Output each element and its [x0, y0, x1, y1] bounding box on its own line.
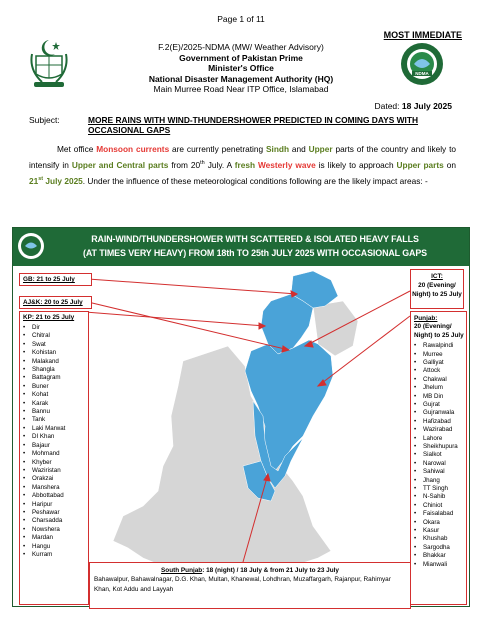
- list-item: • Mianwali: [414, 561, 466, 569]
- banner-line-2: (AT TIMES VERY HEAVY) FROM 18th TO 25th JULY 2025 WITH OCCASIONAL GAPS: [83, 247, 427, 258]
- south-punjab-dates: : 18 (night) / 18 July & from 21 July to 23 July: [202, 567, 339, 574]
- list-item: • Peshawar: [23, 509, 88, 517]
- list-item: • Sargodha: [414, 544, 466, 552]
- list-item: • Shangla: [23, 366, 88, 374]
- list-item: • Faisalabad: [414, 510, 466, 518]
- list-item: • Abbottabad: [23, 492, 88, 500]
- list-item: • Chitral: [23, 332, 88, 340]
- body-highlight: 21: [29, 175, 39, 186]
- list-item: • Khyber: [23, 459, 88, 467]
- list-item: • Laki Marwat: [23, 425, 88, 433]
- list-item: • Dir: [23, 324, 88, 332]
- ict-title: ICT:: [431, 273, 443, 280]
- body-superscript: th: [200, 160, 205, 167]
- map-banner-title: [50, 233, 460, 260]
- list-item: • Swat: [23, 341, 88, 349]
- body-highlight: Westerly wave: [258, 159, 316, 170]
- list-item: • Tank: [23, 416, 88, 424]
- body-text: . Under the influence of these meteorological conditions following are the likely impact areas: -: [82, 175, 428, 186]
- south-punjab-heading: [94, 566, 406, 575]
- list-item: • Kohat: [23, 391, 88, 399]
- body-text: is likely to approach: [315, 159, 397, 170]
- ndma-banner-logo-icon: [17, 232, 45, 260]
- office-name: Minister's Office: [208, 63, 274, 74]
- date-label: Dated:: [374, 101, 400, 111]
- body-text: and: [289, 144, 309, 154]
- authority-name: National Disaster Management Authority (HQ): [148, 73, 334, 84]
- list-item: • Lahore: [414, 435, 466, 443]
- list-item: • Rawalpindi: [414, 342, 466, 350]
- list-item: • Jhelum: [414, 384, 466, 392]
- list-item: • MB Din: [414, 393, 466, 401]
- list-item: • N-Sahib: [414, 493, 466, 501]
- ajk-label: AJ&K: 20 to 25 July: [23, 299, 83, 306]
- list-item: • Gujrat: [414, 401, 466, 409]
- list-item: • Chiniot: [414, 502, 466, 510]
- list-item: • Mohmand: [23, 450, 88, 458]
- list-item: • Galliyat: [414, 359, 466, 367]
- list-item: • Hafizabad: [414, 418, 466, 426]
- list-item: • Gujranwala: [414, 409, 466, 417]
- priority-label: MOST IMMEDIATE: [383, 30, 462, 40]
- list-item: • Attock: [414, 367, 466, 375]
- ict-detail: 20 (Evening/ Night) to 25 July: [412, 282, 462, 298]
- list-item: • Charsadda: [23, 517, 88, 525]
- body-text: from 20: [168, 159, 201, 170]
- list-item: • Battagram: [23, 374, 88, 382]
- south-punjab-title: South Punjab: [161, 567, 203, 574]
- list-item: • Orakzai: [23, 475, 88, 483]
- punjab-detail: 20 (Evening/ Night) to 25 July: [414, 323, 464, 339]
- body-text: parts of the country and likely to intensify in: [29, 144, 456, 170]
- list-item: • Kohistan: [23, 349, 88, 357]
- list-item: • Wazirabad: [414, 426, 466, 434]
- list-item: • Bannu: [23, 408, 88, 416]
- body-highlight: Upper: [308, 144, 333, 154]
- list-item: • Sahiwal: [414, 468, 466, 476]
- list-item: • Sialkot: [414, 451, 466, 459]
- subject-text: MORE RAINS WITH WIND-THUNDERSHOWER PREDICTED IN COMING DAYS WITH OCCASIONAL GAPS: [88, 115, 419, 135]
- list-item: • Mardan: [23, 534, 88, 542]
- subject-label: Subject:: [29, 115, 60, 125]
- list-item: • Bajaur: [23, 442, 88, 450]
- svg-text:NDMA: NDMA: [415, 71, 429, 76]
- list-item: • Haripur: [23, 501, 88, 509]
- body-paragraph: [29, 142, 456, 189]
- body-text: Met office: [57, 144, 97, 154]
- list-item: • Buner: [23, 383, 88, 391]
- list-item: • Jhang: [414, 477, 466, 485]
- south-punjab-districts: Bahawalpur, Bahawalnagar, D.G. Khan, Multan, Khanewal, Lohdhran, Muzaffargarh, Rajanpur, Rahimyar Khan, Kot Addu and Layyah: [94, 576, 391, 593]
- list-item: • Kurram: [23, 551, 88, 559]
- callout-kp: [19, 311, 89, 605]
- list-item: • Sheikhupura: [414, 443, 466, 451]
- punjab-title: Punjab:: [414, 315, 438, 322]
- list-item: • Okara: [414, 519, 466, 527]
- list-item: • Khushab: [414, 535, 466, 543]
- letterhead: [0, 42, 482, 95]
- list-item: • Karak: [23, 400, 88, 408]
- body-highlight: Upper and Central parts: [71, 159, 169, 170]
- kp-district-list: [23, 324, 88, 559]
- callout-ict: [410, 269, 464, 309]
- list-item: • Nowshera: [23, 526, 88, 534]
- body-highlight: July 2025: [43, 175, 83, 186]
- list-item: • Manshera: [23, 484, 88, 492]
- callout-gb: [19, 273, 92, 286]
- banner-line-1: RAIN-WIND/THUNDERSHOWER WITH SCATTERED & ISOLATED HEAVY FALLS: [91, 234, 419, 244]
- list-item: • Malakand: [23, 358, 88, 366]
- kp-title: KP: 21 to 25 July: [23, 314, 75, 321]
- callout-punjab: [410, 311, 467, 605]
- list-item: • DI Khan: [23, 433, 88, 441]
- page-number: Page 1 of 11: [217, 14, 265, 24]
- date-value: 18 July 2025: [401, 101, 452, 111]
- list-item: • Narowal: [414, 460, 466, 468]
- list-item: • Murree: [414, 351, 466, 359]
- government-name: Government of Pakistan Prime: [179, 52, 303, 63]
- gb-label: GB: 21 to 25 July: [23, 276, 75, 283]
- list-item: • Hangu: [23, 543, 88, 551]
- punjab-district-list: [414, 342, 466, 569]
- body-text: July. A: [204, 159, 235, 170]
- body-highlight: Sindh: [265, 144, 290, 154]
- date-line: [374, 101, 452, 111]
- list-item: • Chakwal: [414, 376, 466, 384]
- body-superscript: st: [38, 175, 44, 182]
- reference-number: F.2(E)/2025-NDMA (MW/ Weather Advisory): [158, 42, 324, 52]
- list-item: • TT Singh: [414, 485, 466, 493]
- list-item: • Waziristan: [23, 467, 88, 475]
- office-address: Main Murree Road Near ITP Office, Islamabad: [153, 84, 329, 95]
- body-highlight: fresh: [234, 159, 256, 170]
- list-item: • Kasur: [414, 527, 466, 535]
- body-text: on: [443, 159, 456, 170]
- body-text: are currently penetrating: [169, 144, 266, 154]
- body-highlight: Monsoon currents: [96, 144, 170, 154]
- callout-ajk: [19, 296, 92, 309]
- callout-south-punjab: [89, 562, 411, 609]
- list-item: • Bhakkar: [414, 552, 466, 560]
- body-highlight: Upper parts: [396, 159, 444, 170]
